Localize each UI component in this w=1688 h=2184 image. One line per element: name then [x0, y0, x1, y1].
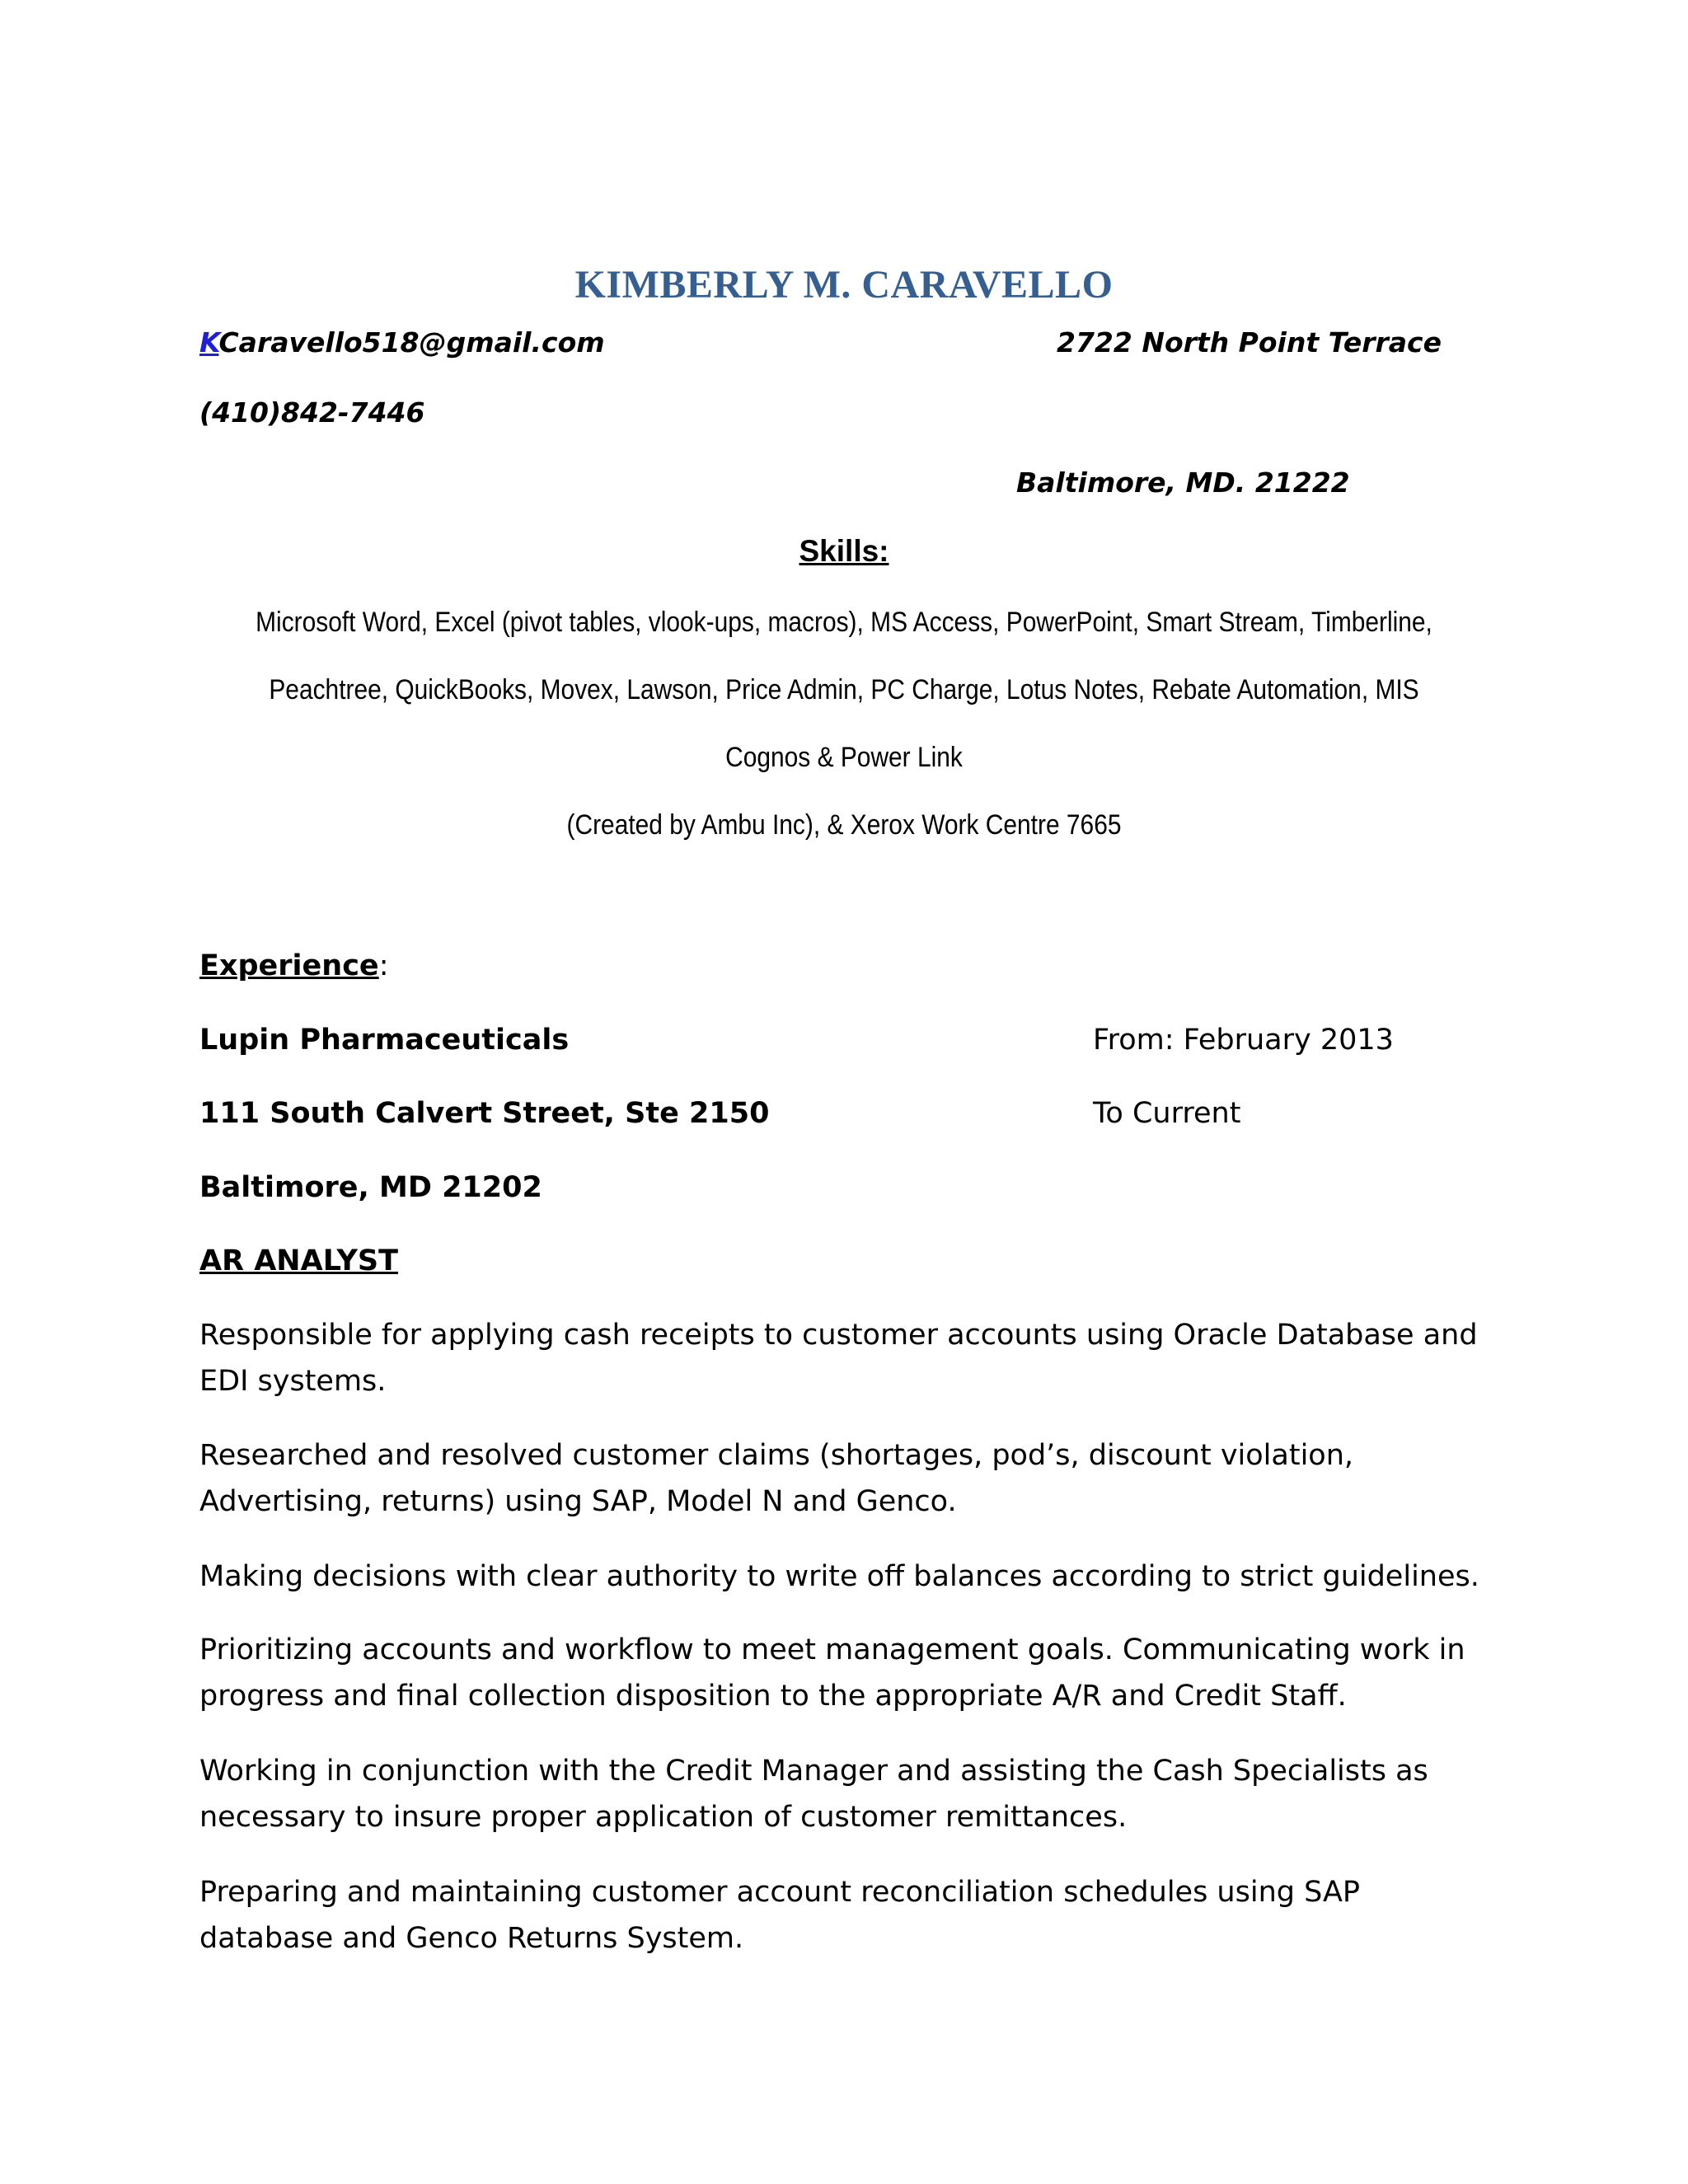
address-street: 2722 North Point Terrace — [1057, 326, 1442, 359]
address-city: Baltimore, MD. 21222 — [1016, 466, 1350, 499]
email-link[interactable] — [199, 326, 605, 359]
skills-line: Cognos & Power Link — [725, 742, 963, 773]
duty-paragraph: Researched and resolved customer claims (shortages, pod’s, discount violation, Advertising, returns) using SAP, Model N and Genco. — [199, 1439, 1354, 1518]
experience-heading-text: Experience — [199, 949, 379, 982]
employment-to: To Current — [1093, 1097, 1241, 1130]
company-name: Lupin Pharmaceuticals — [199, 1024, 570, 1057]
email-first-letter[interactable]: K — [199, 326, 219, 359]
duty-paragraph: Responsible for applying cash receipts to customer accounts using Oracle Database and EDI systems. — [199, 1319, 1478, 1398]
duty-paragraph: Making decisions with clear authority to write off balances according to strict guidelines. — [199, 1560, 1479, 1593]
duty-paragraph: Prioritizing accounts and workflow to meet management goals. Communicating work in progress and final collection disposition to the appropriate A/R and Credit Staff. — [199, 1633, 1465, 1713]
skills-line: Microsoft Word, Excel (pivot tables, vlook-ups, macros), MS Access, PowerPoint, Smart Stream, Timberline, — [256, 607, 1432, 638]
employment-from: From: February 2013 — [1093, 1024, 1394, 1057]
duty-paragraph: Working in conjunction with the Credit Manager and assisting the Cash Specialists as necessary to insure proper application of customer remittances. — [199, 1755, 1428, 1834]
experience-heading — [199, 949, 388, 982]
job-title: AR ANALYST — [199, 1244, 398, 1277]
skills-line: (Created by Ambu Inc), & Xerox Work Centre 7665 — [566, 809, 1122, 841]
company-street: 111 South Calvert Street, Ste 2150 — [199, 1097, 770, 1130]
email-rest[interactable]: Caravello518@gmail.com — [218, 326, 605, 359]
candidate-name: KIMBERLY M. CARAVELLO — [574, 263, 1114, 307]
company-city: Baltimore, MD 21202 — [199, 1171, 542, 1204]
skills-line: Peachtree, QuickBooks, Movex, Lawson, Price Admin, PC Charge, Lotus Notes, Rebate Automation, MIS — [269, 674, 1419, 705]
experience-heading-colon: : — [378, 949, 389, 982]
skills-heading: Skills: — [799, 534, 889, 568]
duty-paragraph: Preparing and maintaining customer account reconciliation schedules using SAP database and Genco Returns System. — [199, 1876, 1361, 1955]
phone-number: (410)842-7446 — [199, 396, 425, 429]
